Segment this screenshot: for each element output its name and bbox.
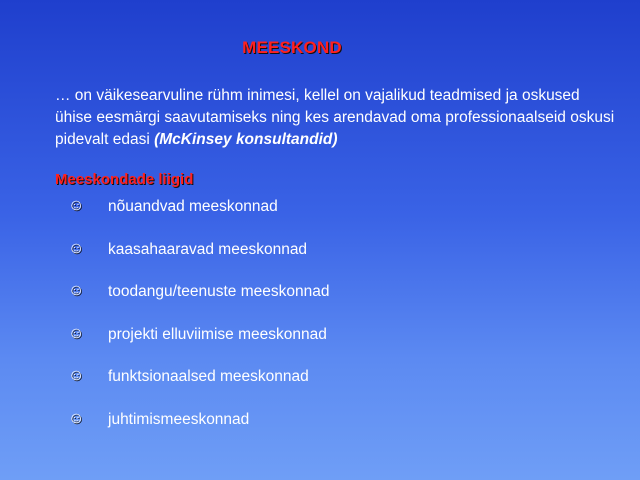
definition-text: … on väikesearvuline rühm inimesi, kellel on vajalikud teadmised ja oskused ühise eesmärgi saavutamiseks ning kes arendavad oma professionaalseid oskusi pidevalt edasi xyxy=(55,87,615,148)
team-definition xyxy=(55,85,615,151)
list-item-label: kaasahaaravad meeskonnad xyxy=(108,240,308,258)
definition-source: (McKinsey konsultandid) xyxy=(154,131,338,148)
list-item xyxy=(68,366,329,409)
smiley-icon: ☺ xyxy=(68,239,85,257)
list-item xyxy=(68,409,329,452)
list-item xyxy=(68,239,329,282)
smiley-icon: ☺ xyxy=(68,282,85,300)
list-item-label: nõuandvad meeskonnad xyxy=(108,198,278,215)
list-item-label: juhtimismeeskonnad xyxy=(108,410,250,428)
list-item-label: funktsionaalsed meeskonnad xyxy=(108,368,309,386)
list-item-label: projekti elluviimise meeskonnad xyxy=(108,325,327,343)
team-types-list xyxy=(68,196,329,452)
smiley-icon: ☺ xyxy=(68,367,85,385)
list-item-label: toodangu/teenuste meeskonnad xyxy=(108,283,330,301)
team-types-heading: Meeskondade liigid xyxy=(55,171,194,188)
smiley-icon: ☺ xyxy=(68,409,85,427)
list-item xyxy=(68,196,329,239)
slide-title: MEESKOND xyxy=(242,38,342,57)
smiley-icon: ☺ xyxy=(68,324,85,342)
list-item xyxy=(68,281,329,324)
smiley-icon: ☺ xyxy=(68,197,85,214)
list-item xyxy=(68,324,329,367)
